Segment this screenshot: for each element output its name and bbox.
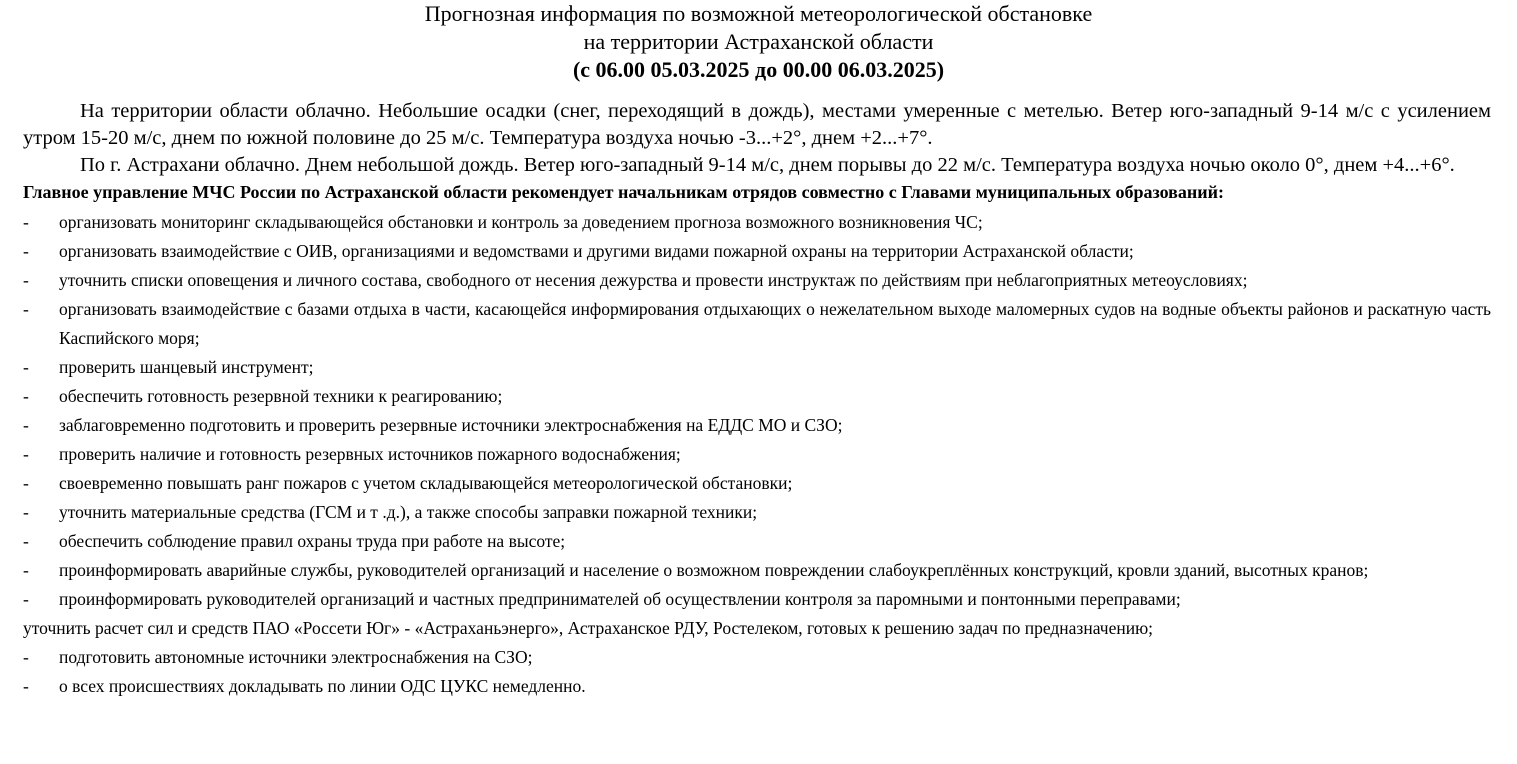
list-item	[23, 237, 1491, 266]
recommendations-list	[23, 208, 1491, 701]
list-item	[23, 643, 1491, 672]
list-item	[23, 295, 1491, 353]
list-item-text: организовать взаимодействие с ОИВ, организациями и ведомствами и другими видами пожарной охраны на территории Астраханской области;	[59, 241, 1134, 261]
bullet-dash: -	[23, 589, 29, 609]
bullet-dash: -	[23, 212, 29, 232]
list-item-text: уточнить списки оповещения и личного состава, свободного от несения дежурства и провести инструктаж по действиям при неблагоприятных метеоусловиях;	[59, 270, 1248, 290]
list-item	[23, 585, 1491, 614]
list-item-text: подготовить автономные источники электроснабжения на СЗО;	[59, 647, 533, 667]
list-item	[23, 440, 1491, 469]
list-item	[23, 266, 1491, 295]
list-item	[23, 208, 1491, 237]
bullet-dash: -	[23, 473, 29, 493]
list-item-text: проверить шанцевый инструмент;	[59, 357, 314, 377]
bullet-dash: -	[23, 386, 29, 406]
list-item-text: уточнить расчет сил и средств ПАО «Россети Юг» - «Астраханьэнерго», Астраханское РДУ, Ростелеком, готовых к решению задач по предназначению;	[23, 618, 1154, 638]
list-item	[23, 527, 1491, 556]
list-item-text: проверить наличие и готовность резервных источников пожарного водоснабжения;	[59, 444, 681, 464]
list-item-text: о всех происшествиях докладывать по линии ОДС ЦУКС немедленно.	[59, 676, 586, 696]
bullet-dash: -	[23, 415, 29, 435]
list-item	[23, 382, 1491, 411]
list-item-text: обеспечить соблюдение правил охраны труда при работе на высоте;	[59, 531, 566, 551]
bullet-dash: -	[23, 357, 29, 377]
document-title	[23, 0, 1491, 84]
list-item-text: своевременно повышать ранг пожаров с учетом складывающейся метеорологической обстановки;	[59, 473, 793, 493]
bullet-dash: -	[23, 270, 29, 290]
forecast-city-paragraph: По г. Астрахани облачно. Днем небольшой дождь. Ветер юго-западный 9-14 м/с, днем порывы до 22 м/с. Температура воздуха ночью около 0°, днем +4...+6°.	[80, 154, 1455, 176]
list-item	[23, 353, 1491, 382]
list-item	[23, 498, 1491, 527]
list-item-text: проинформировать аварийные службы, руководителей организаций и население о возможном повреждении слабоукреплённых конструкций, кровли зданий, высотных кранов;	[59, 560, 1369, 580]
list-item-text: уточнить материальные средства (ГСМ и т .д.), а также способы заправки пожарной техники;	[59, 502, 758, 522]
title-line-1: Прогнозная информация по возможной метеорологической обстановке	[424, 1, 1093, 26]
bullet-dash: -	[23, 299, 29, 319]
list-item-text: организовать мониторинг складывающейся обстановки и контроль за доведением прогноза возможного возникновения ЧС;	[59, 212, 983, 232]
bullet-dash: -	[23, 241, 29, 261]
bullet-dash: -	[23, 444, 29, 464]
bullet-dash: -	[23, 647, 29, 667]
forecast-region-paragraph: На территории области облачно. Небольшие осадки (снег, переходящий в дождь), местами умеренные с метелью. Ветер юго-западный 9-14 м/с с усилением утром 15-20 м/с, днем по южной половине до 25 м/с. Температура воздуха ночью -3...+2°, днем +2...+7°.	[23, 100, 1491, 149]
list-item-text: заблаговременно подготовить и проверить резервные источники электроснабжения на ЕДДС МО и СЗО;	[59, 415, 843, 435]
list-item-text: обеспечить готовность резервной техники к реагированию;	[59, 386, 503, 406]
recommendations-heading: Главное управление МЧС России по Астраханской области рекомендует начальникам отрядов совместно с Главами муниципальных образований:	[23, 182, 1224, 202]
list-item	[23, 411, 1491, 440]
bullet-dash: -	[23, 560, 29, 580]
list-item	[23, 556, 1491, 585]
bullet-dash: -	[23, 531, 29, 551]
bullet-dash: -	[23, 676, 29, 696]
title-line-2: на территории Астраханской области	[583, 29, 934, 54]
bullet-dash: -	[23, 502, 29, 522]
title-period: (с 06.00 05.03.2025 до 00.00 06.03.2025)	[572, 57, 945, 82]
list-item	[23, 469, 1491, 498]
list-item-plain	[23, 614, 1491, 643]
list-item-text: проинформировать руководителей организаций и частных предпринимателей об осуществлении контроля за паромными и понтонными переправами;	[59, 589, 1181, 609]
list-item-text: организовать взаимодействие с базами отдыха в части, касающейся информирования отдыхающих о нежелательном выходе маломерных судов на водные объекты районов и раскатную часть Каспийского моря;	[59, 299, 1491, 348]
forecast-section	[23, 98, 1491, 179]
list-item	[23, 672, 1491, 701]
